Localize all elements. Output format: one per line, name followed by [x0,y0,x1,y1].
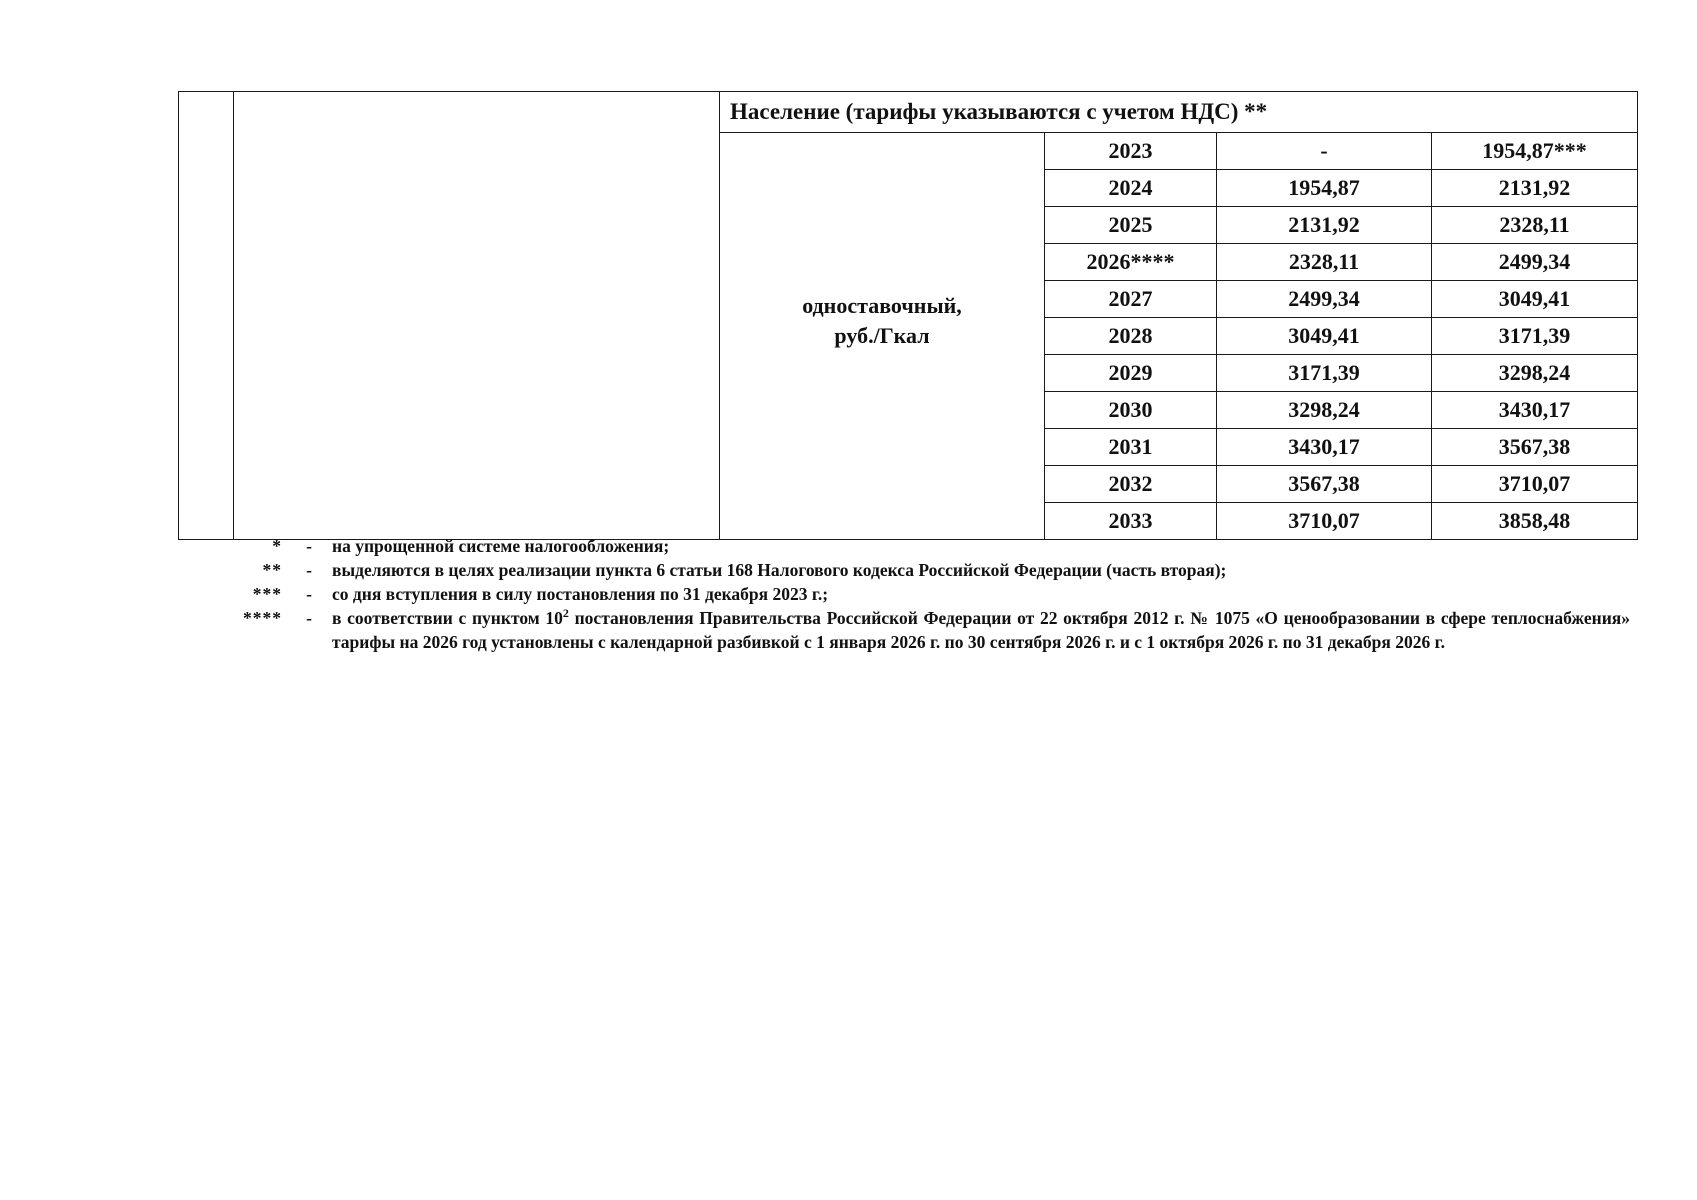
tariff-second-half-cell: 2131,92 [1432,170,1638,207]
tariff-second-half-cell: 2328,11 [1432,207,1638,244]
rate-unit-label: руб./Гкал [834,323,930,348]
year-cell: 2027 [1045,281,1217,318]
footnote-text-part: постановления Правительства Российской Федерации от 22 октября 2012 г. № 1075 «О ценообразовании в сфере теплоснабжения» тарифы на 2026 год установлены с календарной разбивкой с 1 января 2026 г. по 30 сентября 2026 г. и с 1 октября 2026 г. по 31 декабря 2026 г. [332,608,1630,652]
tariff-second-half-cell: 3430,17 [1432,392,1638,429]
year-cell: 2024 [1045,170,1217,207]
tariff-table [178,91,1638,540]
tariff-first-half-cell: - [1217,133,1432,170]
footnote-mark: * [272,536,282,556]
tariff-first-half-cell: 2499,34 [1217,281,1432,318]
footnote-mark: *** [252,584,282,604]
tariff-second-half-cell: 3171,39 [1432,318,1638,355]
year-cell: 2025 [1045,207,1217,244]
footnotes [230,534,1630,654]
footnote-dash: - [306,608,312,628]
organization-cell [234,92,720,540]
footnote [230,558,1630,582]
tariff-first-half-cell: 3430,17 [1217,429,1432,466]
tariff-first-half-cell: 3298,24 [1217,392,1432,429]
footnote-text: на упрощенной системе налогообложения; [332,536,670,556]
year-cell: 2030 [1045,392,1217,429]
footnote [230,534,1630,558]
footnote-text: выделяются в целях реализации пункта 6 статьи 168 Налогового кодекса Российской Федерации (часть вторая); [332,560,1227,580]
section-header-row [179,92,1638,133]
footnote-dash: - [306,584,312,604]
tariff-first-half-cell: 3171,39 [1217,355,1432,392]
year-cell: 2026**** [1045,244,1217,281]
footnote [230,582,1630,606]
year-cell: 2031 [1045,429,1217,466]
footnote-mark: ** [262,560,282,580]
footnote-text [332,606,1630,654]
footnote [230,606,1630,654]
footnote-dash: - [306,560,312,580]
year-cell: 2029 [1045,355,1217,392]
rate-type-cell [720,133,1045,540]
year-cell: 2033 [1045,503,1217,540]
footnote-dash: - [306,536,312,556]
year-cell: 2028 [1045,318,1217,355]
row-number-cell [179,92,234,540]
tariff-first-half-cell: 3567,38 [1217,466,1432,503]
tariff-first-half-cell: 3049,41 [1217,318,1432,355]
tariff-second-half-cell: 3567,38 [1432,429,1638,466]
tariff-second-half-cell: 3710,07 [1432,466,1638,503]
tariff-second-half-cell: 1954,87*** [1432,133,1638,170]
tariff-second-half-cell: 3049,41 [1432,281,1638,318]
tariff-first-half-cell: 2328,11 [1217,244,1432,281]
section-title: Население (тарифы указываются с учетом НДС) ** [720,92,1638,133]
footnote-superscript: 2 [562,606,569,621]
footnote-text-part: в соответствии с пунктом 10 [332,608,563,628]
year-cell: 2032 [1045,466,1217,503]
tariff-first-half-cell: 2131,92 [1217,207,1432,244]
tariff-second-half-cell: 2499,34 [1432,244,1638,281]
footnote-mark: **** [243,608,282,628]
year-cell: 2023 [1045,133,1217,170]
tariff-first-half-cell: 3710,07 [1217,503,1432,540]
rate-type-label: одноставочный, [802,293,962,318]
footnote-text: со дня вступления в силу постановления по 31 декабря 2023 г.; [332,584,829,604]
tariff-first-half-cell: 1954,87 [1217,170,1432,207]
tariff-second-half-cell: 3858,48 [1432,503,1638,540]
tariff-second-half-cell: 3298,24 [1432,355,1638,392]
